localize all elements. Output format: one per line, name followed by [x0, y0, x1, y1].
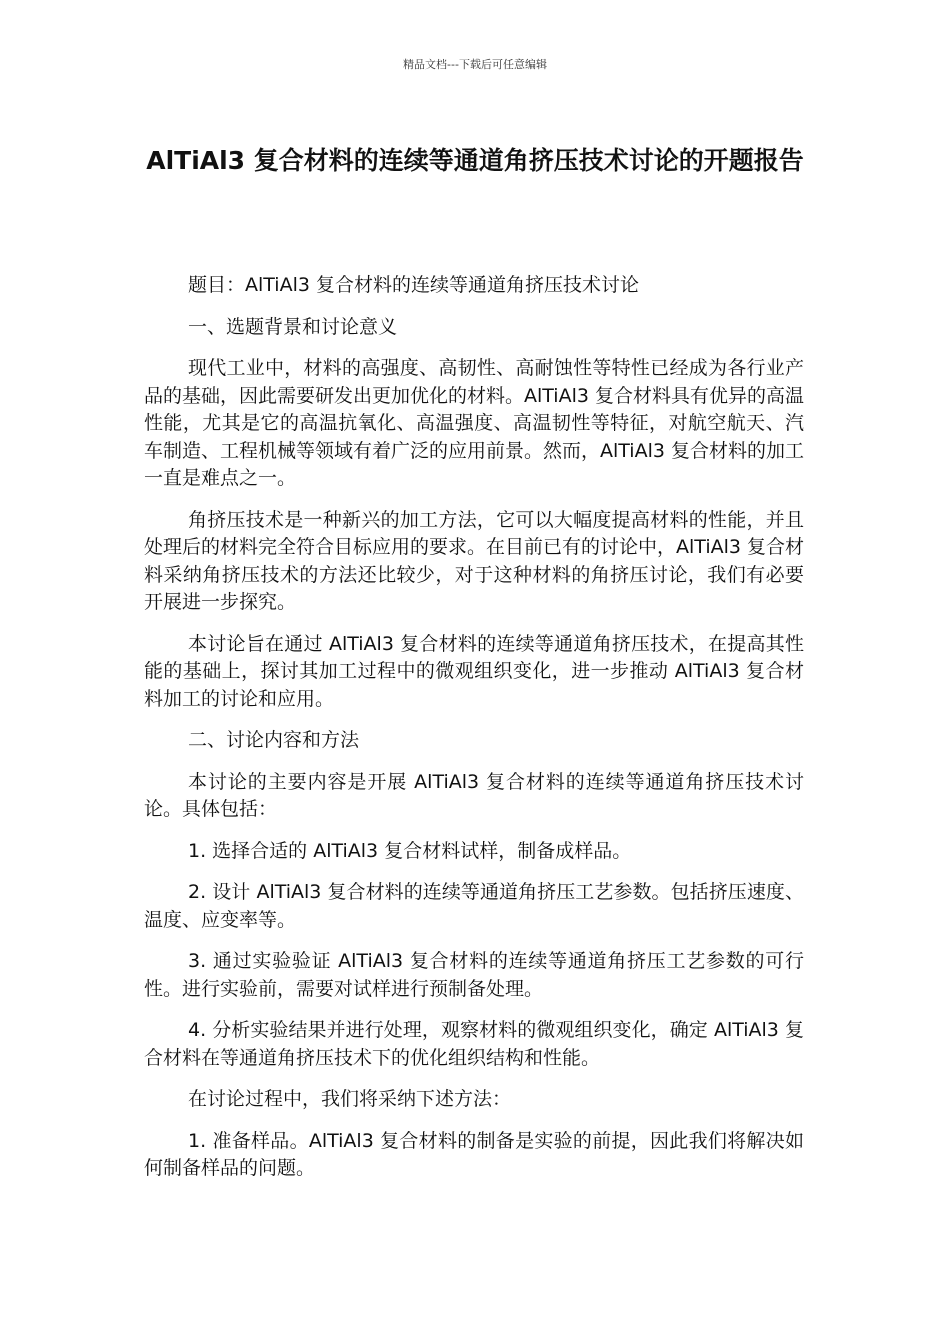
- paragraph: 本讨论的主要内容是开展 AlTiAl3 复合材料的连续等通道角挤压技术讨论。具体包括：: [144, 770, 804, 820]
- paragraph: 现代工业中，材料的高强度、高韧性、高耐蚀性等特性已经成为各行业产品的基础，因此需要研发出更加优化的材料。AlTiAl3 复合材料具有优异的高温性能，尤其是它的高温抗氧化、高温强度、高温韧性等特征，对航空航天、汽车制造、工程机械等领域有着广泛的应用前景。然而，AlTiAl3 复合材料的加工一直是难点之一。: [144, 357, 804, 489]
- document-body: [144, 272, 804, 1197]
- paragraph-topic: 题目：AlTiAl3 复合材料的连续等通道角挤压技术讨论: [188, 274, 639, 296]
- paragraph: 角挤压技术是一种新兴的加工方法，它可以大幅度提高材料的性能，并且处理后的材料完全符合目标应用的要求。在目前已有的讨论中，AlTiAl3 复合材料采纳角挤压技术的方法还比较少，对于这种材料的角挤压讨论，我们有必要开展进一步探究。: [144, 508, 804, 613]
- list-item: 1. 选择合适的 AlTiAl3 复合材料试样，制备成样品。: [188, 839, 632, 862]
- list-item: 3. 通过实验验证 AlTiAl3 复合材料的连续等通道角挤压工艺参数的可行性。进行实验前，需要对试样进行预制备处理。: [144, 950, 804, 1000]
- section-heading-background: 一、选题背景和讨论意义: [188, 315, 398, 338]
- paragraph: 本讨论旨在通过 AlTiAl3 复合材料的连续等通道角挤压技术，在提高其性能的基础上，探讨其加工过程中的微观组织变化，进一步推动 AlTiAl3 复合材料加工的讨论和应用。: [144, 632, 804, 710]
- list-item: 2. 设计 AlTiAl3 复合材料的连续等通道角挤压工艺参数。包括挤压速度、温度、应变率等。: [144, 881, 804, 931]
- document-title: AlTiAl3 复合材料的连续等通道角挤压技术讨论的开题报告: [146, 146, 804, 175]
- header-note: 精品文档---下载后可任意编辑: [403, 58, 547, 71]
- list-item: 1. 准备样品。AlTiAl3 复合材料的制备是实验的前提，因此我们将解决如何制备样品的问题。: [144, 1129, 804, 1179]
- list-item: 4. 分析实验结果并进行处理，观察材料的微观组织变化，确定 AlTiAl3 复合材料在等通道角挤压技术下的优化组织结构和性能。: [144, 1019, 804, 1069]
- section-heading-content: 二、讨论内容和方法: [188, 729, 360, 751]
- paragraph: 在讨论过程中，我们将采纳下述方法：: [188, 1088, 512, 1110]
